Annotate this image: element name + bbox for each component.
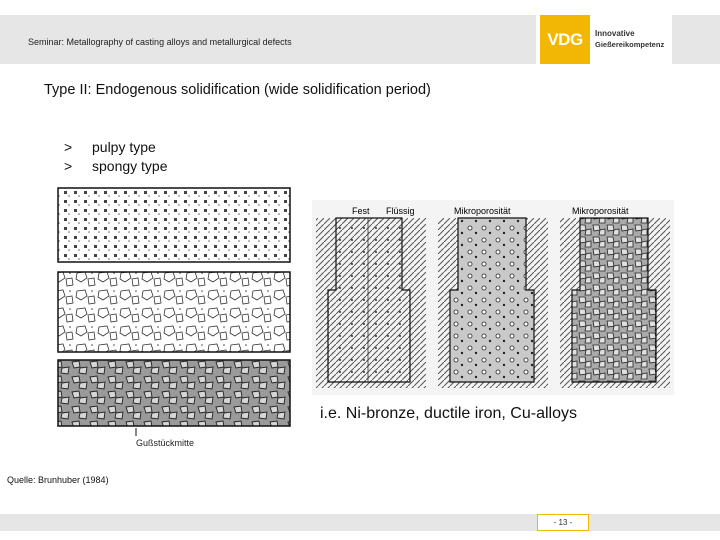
bullet-marker: >	[64, 158, 73, 174]
label-mikroporositaet-2: Mikroporosität	[572, 206, 629, 216]
vdg-logo	[540, 15, 590, 64]
logo-tagline-line1: Innovative	[595, 29, 635, 38]
bullet-text: pulpy type	[92, 139, 156, 155]
casting-center-label: Gußstückmitte	[136, 438, 195, 448]
bullet-marker: >	[64, 139, 73, 155]
page-number: - 13 -	[537, 514, 589, 531]
footer-bar	[0, 514, 720, 531]
vdg-logo-text: VDG	[547, 29, 583, 49]
slide-subtitle: Type II: Endogenous solidification (wide solidification period)	[44, 82, 431, 98]
column-fest-fluessig	[328, 218, 410, 382]
strip-pulpy	[58, 272, 290, 352]
column-micro-porosity-1	[450, 218, 534, 382]
seminar-title: Seminar: Metallography of casting alloys and metallurgical defects	[28, 37, 292, 47]
column-micro-porosity-2	[572, 218, 656, 382]
logo-tagline-line2: Gießereikompetenz	[595, 40, 665, 49]
source-citation: Quelle: Brunhuber (1984)	[7, 475, 109, 485]
bullet-text: spongy type	[92, 158, 168, 174]
bullet-list	[64, 139, 168, 177]
bullet-item	[64, 139, 168, 158]
strip-fine	[58, 188, 290, 262]
alloy-examples-caption: i.e. Ni-bronze, ductile iron, Cu-alloys	[320, 405, 577, 422]
label-fluessig: Flüssig	[386, 206, 415, 216]
solidification-strips-figure	[52, 180, 304, 452]
cross-section-figure	[312, 200, 674, 395]
bullet-item	[64, 158, 168, 177]
label-fest: Fest	[352, 206, 370, 216]
strip-spongy	[58, 360, 290, 426]
label-mikroporositaet-1: Mikroporosität	[454, 206, 511, 216]
